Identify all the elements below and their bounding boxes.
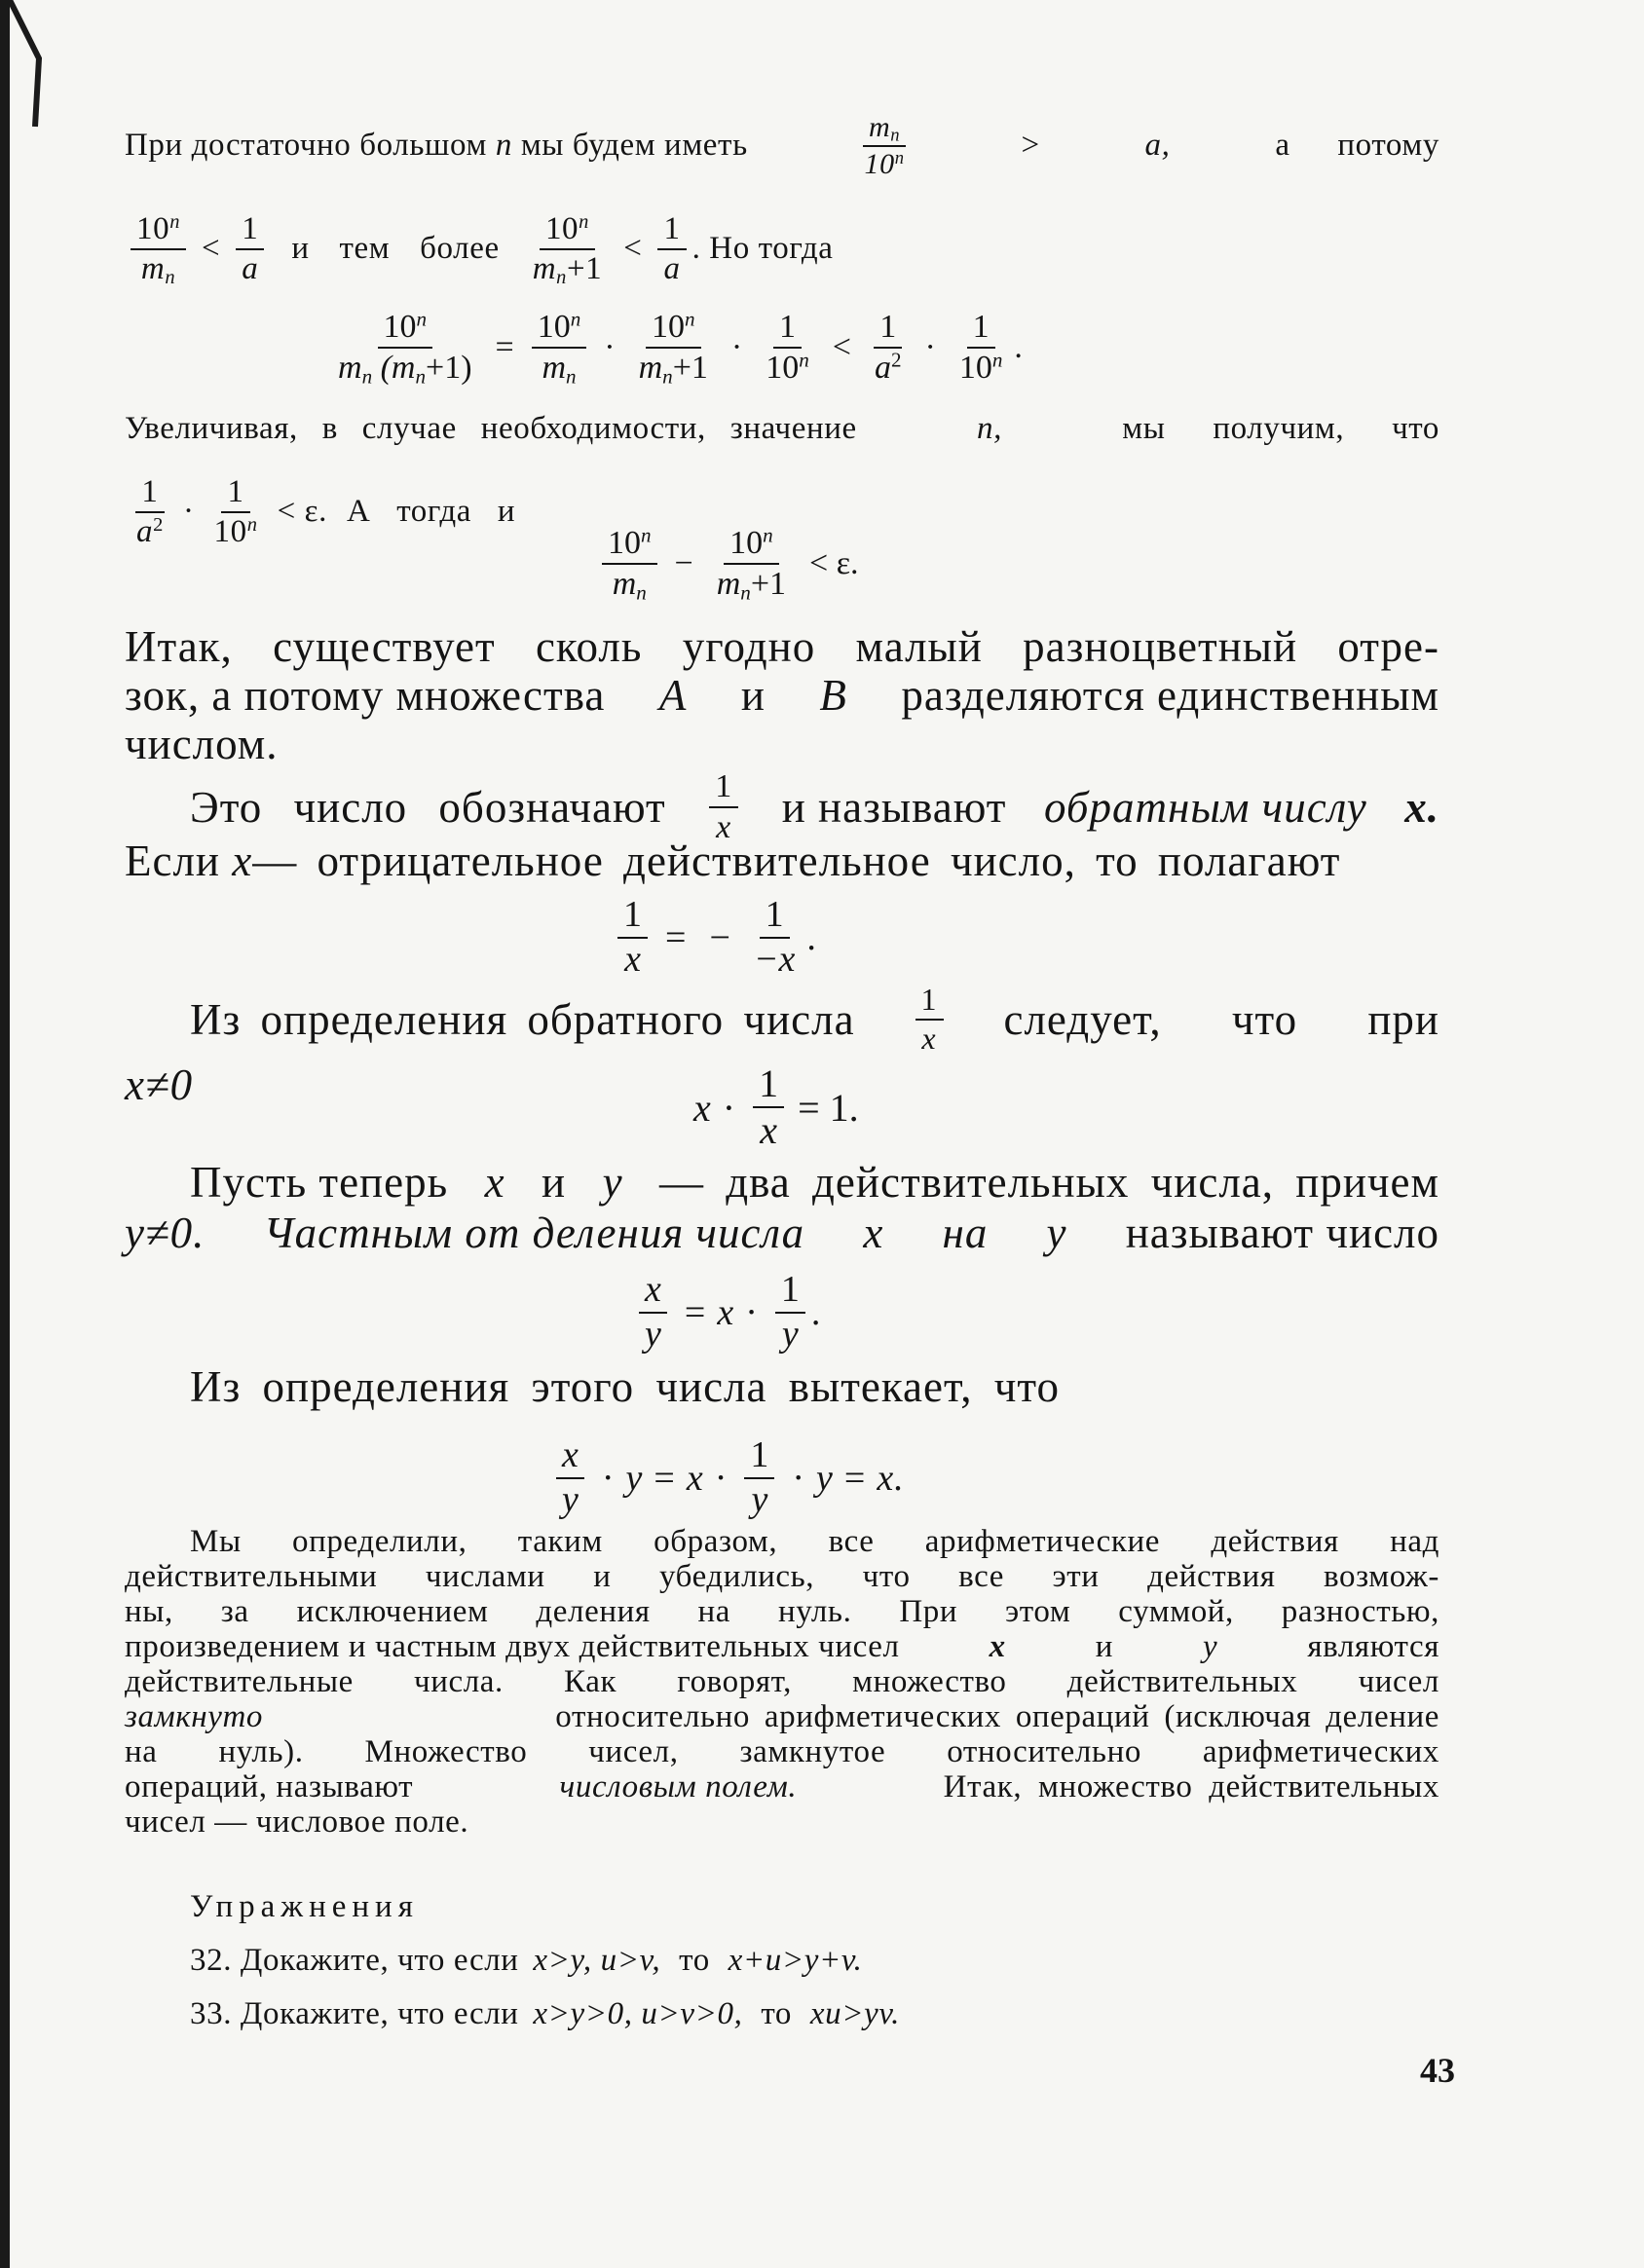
eq4-frac-1-over-x: $\frac{1}{x}$ <box>753 1063 784 1151</box>
eq5-frac-x-over-y: $\frac{x}{y}$ <box>639 1271 667 1355</box>
para3-line-1: Из определения обратного числа $\frac{1}{x}$ следует, что при <box>190 982 1439 1056</box>
exercise-32: 32. Докажите, что если x>y, u>v, то x+u>y+v. <box>190 1943 863 1978</box>
para1-line-2: зок, а потому множества A и B разделяются единственным <box>125 671 1439 720</box>
scan-corner-mark <box>0 0 58 146</box>
fraction-mn-over-10n: $\frac{m_n}{10^n}$ <box>864 111 905 180</box>
eq2-frac-b: $\frac{10^n}{m_n+1}$ <box>716 523 787 604</box>
exercise-33: 33. Докажите, что если x>y>0, u>v>0, то xu>yv. <box>190 1996 900 2031</box>
eq6-x-1: x <box>686 1457 703 1499</box>
eq1-frac-b: $\frac{10^n}{m_n}$ <box>532 310 587 385</box>
eq6-x-2: x <box>877 1457 894 1499</box>
line1-cont: мы будем иметь <box>520 128 748 163</box>
fraction-10n-over-mn: $\frac{10^n}{m_n}$ <box>131 212 186 285</box>
exercises-heading: Упражнения <box>190 1889 419 1924</box>
eq1-frac-c: $\frac{10^n}{m_n+1}$ <box>638 307 708 388</box>
text-line-1 <box>125 112 1439 179</box>
line4-tail: А тогда и <box>346 494 516 530</box>
eq1-frac-f: $\frac{1}{10^n}$ <box>958 309 1003 386</box>
line2-rel2: < <box>623 231 643 267</box>
eq6-end: . <box>893 1457 903 1499</box>
eq1-frac-e: $\frac{1}{a^2}$ <box>874 309 902 386</box>
line2-rel1: < <box>202 231 221 267</box>
line1-rel: > <box>1021 128 1040 163</box>
eq5-end: . <box>810 1291 821 1333</box>
line1-var: n <box>495 128 512 163</box>
line4-frac-1-over-10n: $\frac{1}{10^n}$ <box>213 474 258 549</box>
eq2-minus: − <box>674 544 693 581</box>
para6-line-2: действительными числами и убедились, что все эти действия возмож- <box>125 1559 1439 1594</box>
eq6-equals-2: = <box>843 1457 866 1499</box>
eq1-equals: = <box>495 328 514 365</box>
text-line-2 <box>125 210 834 288</box>
line4-rel: < ε. <box>277 494 327 530</box>
para4-line-2: y≠0. Частным от деления числа x на y называют число <box>125 1208 1439 1257</box>
para2-frac-1-over-x: $\frac{1}{x}$ <box>709 769 738 844</box>
page-number: 43 <box>1420 2051 1455 2090</box>
fraction-1-over-a: $\frac{1}{a}$ <box>236 212 264 285</box>
para6-line-3: ны, за исключением деления на нуль. При этом суммой, разностью, <box>125 1594 1439 1629</box>
equation-2 <box>596 523 870 604</box>
eq3-end: . <box>806 916 816 958</box>
eq1-dot-2: · <box>730 328 743 365</box>
para6-line-5: действительные числа. Как говорят, множество действительных чисел <box>125 1664 1439 1699</box>
para5: Из определения этого числа вытекает, что <box>190 1362 1060 1411</box>
line4-frac-1-over-a2: $\frac{1}{a^2}$ <box>136 474 164 549</box>
line1-tail: а потому <box>1275 128 1439 163</box>
eq6-dot-2: · <box>714 1457 728 1499</box>
eq1-dot-3: · <box>924 328 936 365</box>
eq4-dot: · <box>722 1085 736 1130</box>
text-line-4 <box>125 475 515 548</box>
para6-line-8: операций, называют числовым полем. Итак, множество действительных <box>125 1769 1439 1804</box>
eq6-y-2: y <box>816 1457 833 1499</box>
eq5-x: x <box>717 1291 734 1333</box>
text-line-3 <box>125 411 1439 447</box>
eq1-dot-1: · <box>604 328 616 365</box>
eq6-equals-1: = <box>654 1457 675 1499</box>
scan-binding-edge <box>0 0 10 2268</box>
eq1-frac-a: $\frac{10^n}{m_n (m_n+1)}$ <box>338 307 472 388</box>
line3-var: n, <box>977 411 1002 446</box>
para1-line-3: числом. <box>125 720 279 768</box>
para6-line-4: произведением и частным двух действительных чисел x и y являются <box>125 1629 1439 1664</box>
eq2-rel: < ε. <box>809 544 859 581</box>
para6-line-1: Мы определили, таким образом, все арифметические действия над <box>190 1524 1439 1559</box>
eq3-equals: = <box>665 916 687 958</box>
eq6-dot-3: · <box>792 1457 805 1499</box>
fraction-10n-over-mn-plus-1: $\frac{10^n}{m_n+1}$ <box>532 210 603 288</box>
eq5-frac-1-over-y: $\frac{1}{y}$ <box>775 1271 805 1355</box>
para2-line-2: Если x— отрицательное действительное число, то полагают <box>125 837 1341 885</box>
eq4-x: x <box>693 1085 711 1130</box>
eq1-less-than: < <box>832 328 851 365</box>
line4-dot: · <box>182 494 195 530</box>
eq1-frac-d: $\frac{1}{10^n}$ <box>766 309 809 386</box>
eq6-frac-x-over-y: $\frac{x}{y}$ <box>556 1436 584 1520</box>
para4-line-1: Пусть теперь x и y — два действительных числа, причем <box>190 1158 1439 1207</box>
line3-tail: мы получим, что <box>1122 411 1439 446</box>
eq1-end: . <box>1014 328 1023 365</box>
line1-a: a, <box>1144 128 1171 163</box>
para6-line-7: на нуль). Множество чисел, замкнутое относительно арифметических <box>125 1734 1439 1769</box>
para1-line-1: Итак, существует сколь угодно малый разноцветный отре- <box>125 622 1439 671</box>
line3-text: Увеличивая, в случае необходимости, значение <box>125 411 857 446</box>
eq2-frac-a: $\frac{10^n}{m_n}$ <box>602 526 657 601</box>
eq6-frac-1-over-y: $\frac{1}{y}$ <box>744 1436 774 1520</box>
eq5-equals: = <box>684 1291 706 1333</box>
eq6-dot-1: · <box>601 1457 615 1499</box>
eq4-rhs: = 1. <box>798 1085 859 1130</box>
equation-4 <box>693 1063 859 1151</box>
eq6-y-1: y <box>625 1457 643 1499</box>
fraction-1-over-a-2: $\frac{1}{a}$ <box>657 212 686 285</box>
line2-mid: и тем более <box>291 231 500 267</box>
para6-line-6: замкнуто относительно арифметических операций (исключая деление <box>125 1699 1439 1734</box>
eq5-dot: · <box>745 1291 758 1333</box>
eq3-frac-1-over-x: $\frac{1}{x}$ <box>617 896 648 980</box>
equation-6 <box>550 1436 903 1520</box>
equation-5 <box>633 1271 820 1355</box>
para6-line-9: чисел — числовое поле. <box>125 1804 469 1840</box>
para2-line-1: Это число обозначают $\frac{1}{x}$ и называют обратным числу x. <box>190 768 1439 845</box>
equation-3 <box>612 896 816 980</box>
equation-1 <box>326 307 1023 388</box>
eq3-frac-1-over-negx: $\frac{1}{-x}$ <box>753 894 796 980</box>
para3-condition: x≠0 <box>125 1060 194 1109</box>
para3-frac-1-over-x: $\frac{1}{x}$ <box>915 984 944 1055</box>
eq3-minus: − <box>709 916 730 958</box>
line2-tail: . Но тогда <box>691 231 834 267</box>
line1-text: При достаточно большом <box>125 128 487 163</box>
